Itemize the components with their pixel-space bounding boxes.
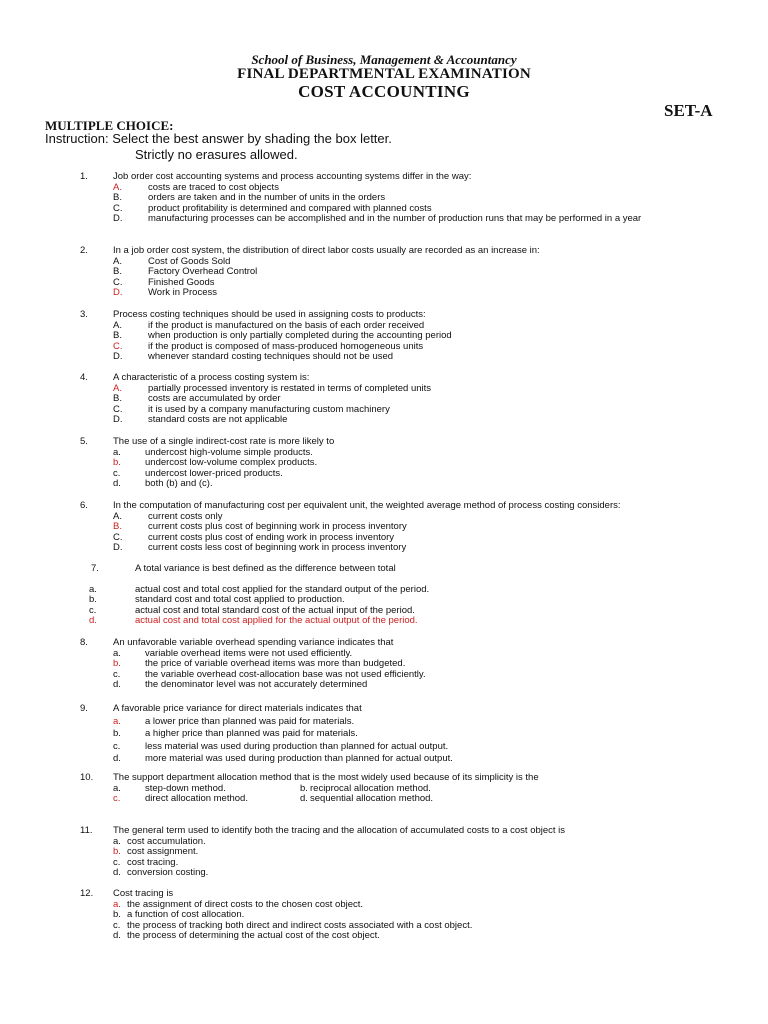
option-b[interactable]: [0, 659, 768, 670]
option-letter[interactable]: b.: [300, 782, 308, 794]
exam-title: FINAL DEPARTMENTAL EXAMINATION: [237, 66, 531, 82]
option-row-2: [0, 794, 768, 805]
option-letter: d.: [89, 615, 97, 626]
option-letter: D.: [113, 542, 123, 553]
option-text: manufacturing processes can be accomplished and in the number of production runs that may be performed in a year: [148, 213, 642, 224]
option-letter: b.: [113, 457, 121, 468]
option-text: cost assignment.: [127, 846, 199, 857]
option-d[interactable]: [0, 543, 768, 554]
section-title: MULTIPLE CHOICE:: [45, 118, 174, 133]
option-a[interactable]: [0, 716, 768, 729]
option-letter: a.: [113, 835, 121, 847]
question-11: [0, 826, 768, 879]
question-10: [0, 773, 768, 805]
subject-title: COST ACCOUNTING: [298, 82, 470, 101]
option-letter: B.: [113, 266, 122, 277]
option-letter: C.: [113, 276, 123, 288]
option-letter[interactable]: c.: [113, 793, 121, 804]
option-letter: d.: [113, 478, 121, 489]
question-number: 5.: [80, 436, 88, 447]
question-stem: In a job order cost system, the distribution of direct labor costs usually are recorded as an increase in:: [113, 245, 540, 256]
question-number: 2.: [80, 245, 88, 256]
option-text: more material was used during production than planned for actual output.: [145, 753, 453, 764]
option-letter: D.: [113, 351, 123, 362]
question-number: 9.: [80, 703, 88, 714]
option-letter: A.: [113, 382, 122, 394]
option-letter: c.: [113, 856, 121, 868]
option-text: a higher price than planned was paid for materials.: [145, 728, 358, 739]
option-letter: C.: [113, 403, 123, 415]
option-text: current costs only: [148, 510, 223, 522]
question-stem: Process costing techniques should be used in assigning costs to products:: [113, 309, 426, 320]
option-text: a function of cost allocation.: [127, 909, 245, 920]
option-text: the assignment of direct costs to the chosen cost object.: [127, 898, 364, 910]
option-b[interactable]: [0, 458, 768, 469]
question-1: [0, 172, 768, 235]
option-d[interactable]: [0, 415, 768, 426]
option-text: the process of determining the actual cost of the cost object.: [127, 930, 380, 941]
option-text: less material was used during production than planned for actual output.: [145, 740, 449, 752]
option-letter: b.: [113, 909, 121, 920]
option-text: actual cost and total cost applied for the actual output of the period.: [135, 615, 418, 626]
option-letter: d.: [113, 867, 121, 878]
option-b[interactable]: [0, 331, 768, 342]
option-text: conversion costing.: [127, 867, 209, 878]
question-stem: A characteristic of a process costing system is:: [113, 372, 310, 383]
option-b[interactable]: [0, 193, 768, 204]
option-text: when production is only partially completed during the accounting period: [148, 330, 452, 341]
option-text: a lower price than planned was paid for materials.: [145, 715, 355, 727]
question-5: [0, 437, 768, 490]
option-letter: c.: [113, 467, 121, 479]
option-text: cost accumulation.: [127, 835, 206, 847]
instruction-line-1: Instruction: Select the best answer by shading the box letter.: [45, 131, 392, 146]
option-text: the variable overhead cost-allocation base was not used efficiently.: [145, 668, 426, 680]
option-text[interactable]: step-down method.: [145, 782, 226, 794]
question-9: [0, 703, 768, 766]
option-text: Finished Goods: [148, 276, 215, 288]
option-d[interactable]: [0, 753, 768, 766]
option-text: undercost low-volume complex products.: [145, 457, 318, 468]
instruction-line-2: Strictly no erasures allowed.: [135, 147, 298, 162]
question-8: [0, 638, 768, 691]
option-letter: c.: [113, 668, 121, 680]
option-letter[interactable]: d.: [300, 793, 308, 804]
option-text: Factory Overhead Control: [148, 266, 258, 277]
option-d[interactable]: [0, 868, 768, 879]
option-text: undercost lower-priced products.: [145, 467, 283, 479]
option-d[interactable]: [0, 616, 768, 627]
option-d[interactable]: [0, 352, 768, 363]
option-text: the denominator level was not accurately determined: [145, 679, 368, 690]
question-7: [0, 564, 768, 627]
option-text: if the product is manufactured on the basis of each order received: [148, 319, 425, 331]
school-name: School of Business, Management & Accountancy: [251, 52, 517, 67]
option-letter: b.: [113, 658, 121, 669]
option-d[interactable]: [0, 931, 768, 942]
question-number: 3.: [80, 309, 88, 320]
option-letter: C.: [113, 340, 123, 352]
option-text: standard cost and total cost applied to production.: [135, 594, 345, 605]
option-d[interactable]: [0, 288, 768, 299]
option-c[interactable]: [0, 741, 768, 754]
option-letter: c.: [113, 740, 121, 752]
option-letter: B.: [113, 521, 122, 532]
option-d[interactable]: [0, 214, 768, 235]
option-letter: C.: [113, 531, 123, 543]
question-number: 8.: [80, 637, 88, 648]
option-letter: b.: [113, 728, 121, 739]
question-stem: The use of a single indirect-cost rate is more likely to: [113, 436, 335, 447]
option-b[interactable]: [0, 728, 768, 741]
question-stem: The support department allocation method that is the most widely used because of its simplicity is the: [113, 772, 539, 783]
option-letter: B.: [113, 192, 122, 203]
option-text: current costs less cost of beginning work in process inventory: [148, 542, 407, 553]
option-text: it is used by a company manufacturing custom machinery: [148, 403, 390, 415]
option-letter: D.: [113, 213, 123, 224]
question-number: 6.: [80, 500, 88, 511]
option-b[interactable]: [0, 522, 768, 533]
option-text: current costs plus cost of beginning work in process inventory: [148, 521, 407, 532]
option-b[interactable]: [0, 394, 768, 405]
option-text: whenever standard costing techniques should not be used: [148, 351, 394, 362]
option-letter: a.: [113, 715, 121, 727]
question-number: 11.: [80, 825, 93, 836]
option-letter: D.: [113, 414, 123, 425]
option-text: variable overhead items were not used efficiently.: [145, 647, 353, 659]
option-letter: A.: [113, 255, 122, 267]
option-text: Cost of Goods Sold: [148, 255, 231, 267]
option-letter: B.: [113, 330, 122, 341]
option-text: if the product is composed of mass-produced homogeneous units: [148, 340, 424, 352]
option-text: partially processed inventory is restated in terms of completed units: [148, 382, 432, 394]
option-text: orders are taken and in the number of units in the orders: [148, 192, 386, 203]
option-text[interactable]: sequential allocation method.: [310, 793, 434, 804]
question-stem: Job order cost accounting systems and process accounting systems differ in the way:: [113, 171, 472, 182]
set-label: SET-A: [664, 101, 713, 120]
question-stem: A favorable price variance for direct materials indicates that: [113, 703, 362, 714]
option-letter: b.: [113, 846, 121, 857]
option-text: current costs plus cost of ending work in process inventory: [148, 531, 395, 543]
option-text: cost tracing.: [127, 856, 179, 868]
option-letter: A.: [113, 319, 122, 331]
option-text: costs are accumulated by order: [148, 393, 281, 404]
option-letter: d.: [113, 679, 121, 690]
option-text: standard costs are not applicable: [148, 414, 288, 425]
question-number: 7.: [91, 563, 99, 574]
option-letter: a.: [113, 647, 121, 659]
option-text[interactable]: direct allocation method.: [145, 793, 248, 804]
question-number: 1.: [80, 171, 88, 182]
option-letter[interactable]: a.: [113, 782, 121, 794]
option-letter: b.: [89, 594, 97, 605]
option-letter: d.: [113, 930, 121, 941]
question-stem: A total variance is best defined as the difference between total: [135, 563, 396, 574]
question-number: 10.: [80, 772, 94, 783]
option-text: Work in Process: [148, 287, 217, 298]
option-letter: c.: [89, 604, 97, 616]
option-b[interactable]: [0, 847, 768, 858]
question-stem: An unfavorable variable overhead spending variance indicates that: [113, 637, 394, 648]
option-b[interactable]: [0, 267, 768, 278]
option-letter: a.: [113, 898, 121, 910]
option-text: the process of tracking both direct and indirect costs associated with a cost object.: [127, 919, 473, 931]
option-text: actual cost and total cost applied for the standard output of the period.: [135, 583, 430, 595]
option-text: actual cost and total standard cost of the actual input of the period.: [135, 604, 415, 616]
question-stem: The general term used to identify both the tracing and the allocation of accumulated costs to a cost object is: [113, 825, 566, 836]
option-letter: a.: [89, 583, 97, 595]
option-b[interactable]: [0, 595, 768, 606]
question-stem: In the computation of manufacturing cost per equivalent unit, the weighted average method of process costing considers:: [113, 500, 621, 511]
option-letter: D.: [113, 287, 123, 298]
question-stem: Cost tracing is: [113, 888, 174, 899]
option-letter: C.: [113, 202, 123, 214]
option-a[interactable]: [0, 585, 768, 596]
option-text[interactable]: reciprocal allocation method.: [310, 782, 431, 794]
option-letter: A.: [113, 181, 122, 193]
option-letter: a.: [113, 446, 121, 458]
question-3: [0, 310, 768, 363]
option-d[interactable]: [0, 680, 768, 691]
question-number: 12.: [80, 888, 94, 899]
question-4: [0, 373, 768, 426]
question-12: [0, 889, 768, 942]
option-text: product profitability is determined and compared with planned costs: [148, 202, 432, 214]
option-letter: A.: [113, 510, 122, 522]
question-number: 4.: [80, 372, 88, 383]
option-letter: d.: [113, 753, 121, 764]
option-d[interactable]: [0, 479, 768, 490]
question-6: [0, 501, 768, 554]
option-b[interactable]: [0, 910, 768, 921]
option-text: undercost high-volume simple products.: [145, 446, 313, 458]
option-text: both (b) and (c).: [145, 478, 213, 489]
question-2: [0, 246, 768, 299]
option-letter: c.: [113, 919, 121, 931]
option-text: the price of variable overhead items was more than budgeted.: [145, 658, 406, 669]
option-letter: B.: [113, 393, 122, 404]
option-text: costs are traced to cost objects: [148, 181, 279, 193]
